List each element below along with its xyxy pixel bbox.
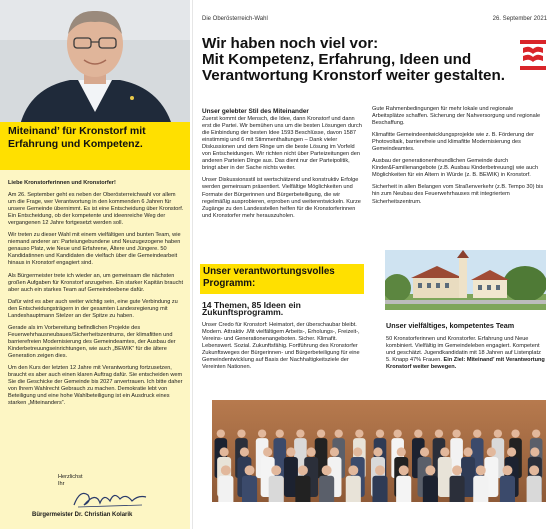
page-header: [202, 16, 547, 22]
person-head: [263, 447, 272, 456]
person-head: [373, 447, 382, 456]
mayor-portrait: [0, 0, 190, 125]
person-head: [440, 447, 449, 456]
letter-paragraph: Um den Kurs der letzten 12 Jahre mit Verantwortung fortzusetzen, braucht es aber auch einen klaren Auftrag dafür. Sie entscheiden wem Sie die Geschicke der Gemeinde bis 2027 anvertrauen. Ich bitte daher von Ihrem Wahlrecht Gebrauch zu machen. Demokratie lebt von Beteiligung und eine hohe Wahlbeteiligung ist ein Ausdruck eines starken „Miteinanders“.: [8, 365, 183, 407]
team-text: 50 Kronstorferinnen und Kronstorfer. Erfahrung und Neue kombiniert. Vielfältig im Gemeindeleben engagiert. Kompetent und geschätzt. Jugendkandidatin mit 18 Jahren auf Listenplatz 5. Knapp 47% Frauen.: [386, 336, 541, 364]
person-head: [296, 429, 304, 437]
signature-name: Bürgermeister Dr. Christian Kolarik: [32, 512, 133, 518]
person-head: [221, 465, 231, 475]
person-head: [494, 429, 502, 437]
program-box: [200, 264, 364, 294]
person-head: [240, 447, 249, 456]
section-paragraph: Gute Rahmenbedingungen für mehr lokale und regionale Arbeitsplätze schaffen. Sicherung der Nahversorgung und regionale Beschaffung.: [372, 106, 541, 127]
person-head: [245, 465, 255, 475]
person-body: [242, 476, 257, 502]
person-head: [476, 465, 486, 475]
person-head: [298, 465, 308, 475]
person-body: [372, 476, 387, 502]
person-body: [423, 476, 438, 502]
person-head: [487, 447, 496, 456]
town-image: [385, 250, 546, 310]
header-date: 26. September 2021: [492, 16, 547, 22]
person-body: [218, 476, 233, 502]
person-head: [335, 429, 343, 437]
person-head: [348, 465, 358, 475]
headline-line: Wir haben noch viel vor:: [202, 35, 379, 52]
person-head: [529, 465, 539, 475]
letter-greeting: Liebe Kronstorferinnen und Kronstorfer!: [8, 180, 116, 186]
person-head: [307, 447, 316, 456]
letter-paragraph: Gerade als im Vorbereitung befindlichen Projekte des Feuerwehrhausneubaues/Sicherheitszentrums, der klimafitten und barrierefreien Modernisierung des Gemeindeamtes, der Ausbau der Kinderbetreuungseinrichtungen, wie auch „BEWIK“ für die ältere Generation zeigen dies.: [8, 324, 176, 359]
person-head: [463, 447, 472, 456]
section-paragraph: Sicherheit in allen Belangen vom Straßenverkehr (z.B. Tempo 30) bis hin zum Neubau des Feuerwehrhauses mit integriertem Sicherheitszentrum.: [372, 184, 544, 205]
left-headline: Miteinand’ für Kronstorf mit Erfahrung und Kompetenz.: [8, 125, 146, 150]
person-head: [394, 429, 402, 437]
team-column: [386, 322, 546, 376]
section-paragraph: Unser Credo für Kronstorf: Heimatort, der überschaubar bleibt. Modern. Attraktiv .Mit vielfältigem Arbeits-, Erholungs-, Freizeit-, Vereins- und Generationenangeboten. Sicher. Klimafit. Lebenswert. Sozial. Zukunftsfähig. Fortführung des Kronstorfer Zukunftsweges der Bürgerinnen- und Bürgerbeteiligung für eine Gemeindentwicklung auf Basis der Nachhaltigkeitsziele der Vereinten Nationen.: [202, 322, 360, 371]
person-head: [397, 447, 406, 456]
person-head: [452, 465, 462, 475]
letter-closing: Herzlichst Ihr: [58, 474, 83, 487]
person-head: [286, 447, 295, 456]
person-head: [376, 429, 384, 437]
letter-paragraph: Am 26. September geht es neben der Oberösterreichwahl vor allem um die Frage, wer Verantwortung in den kommenden 6 Jahren für unsere Gemeinde übernimmt. Es ist eine Entscheidung über Kronstorf. Ein Entscheidung, ob der kompetente und ideenreiche Weg der vergangenen 12 Jahre fortgesetzt werden soll.: [8, 192, 184, 227]
person-head: [414, 429, 422, 437]
left-column: [0, 0, 190, 529]
person-head: [322, 465, 332, 475]
header-election: Die Oberösterreich-Wahl: [202, 16, 268, 22]
person-head: [452, 429, 460, 437]
person-head: [399, 465, 409, 475]
person-head: [532, 429, 540, 437]
portrait-image: [0, 0, 190, 125]
person-head: [217, 429, 225, 437]
person-head: [271, 465, 281, 475]
team-goal: Ein Ziel: Miteinand’ mit Verantwortung Kronstorf weiter bewegen.: [386, 357, 545, 371]
person-body: [295, 476, 310, 502]
column-divider: [192, 0, 193, 529]
person-head: [435, 429, 443, 437]
person-head: [530, 447, 539, 456]
person-head: [355, 429, 363, 437]
person-body: [319, 476, 334, 502]
person-head: [276, 429, 284, 437]
person-head: [317, 429, 325, 437]
team-subhead: Unser vielfältiges, kompetentes Team: [386, 321, 515, 330]
person-body: [269, 476, 284, 502]
person-body: [500, 476, 515, 502]
person-head: [353, 447, 362, 456]
person-body: [473, 476, 488, 502]
person-head: [237, 429, 245, 437]
person-head: [258, 429, 266, 437]
team-group-photo: [212, 400, 546, 502]
person-head: [507, 447, 516, 456]
section-paragraph: [386, 336, 546, 371]
headline-line: Mit Kompetenz, Erfahrung, Ideen und: [202, 51, 472, 69]
goals-column: [372, 106, 546, 211]
group-image: [212, 400, 546, 502]
handwritten-signature: [70, 485, 150, 511]
person-head: [420, 447, 429, 456]
program-column: [202, 302, 364, 376]
section-paragraph: Klimafitte Gemeindeentwicklungsprojekte wie z. B. Förderung der Photovoltaik, barrierefreie und klimafitte Modernisierung des Gemeindeamtes.: [372, 132, 534, 153]
person-head: [220, 447, 229, 456]
town-photo: [385, 250, 546, 310]
person-head: [502, 465, 512, 475]
letter-paragraph: Als Bürgermeister trete ich wieder an, um gemeinsam die nächsten großen Aufgaben für Kronstorf anzugehen. Ein starker Kapitän braucht aber auch ein starkes Team auf Gemeindeebene dafür.: [8, 272, 184, 293]
section-paragraph: Ausbau der generationenfreundlichen Gemeinde durch Kinder&Familienangebote (z.B. Ausbau Kinderbetreuung) wie auch Möglichkeiten für ein Altern in Würde (z. B. BEWIK) in Kronstorf.: [372, 158, 539, 179]
letter-paragraph: Dafür wird es aber auch weiter wichtig sein, eine gute Verbindung zu den Entscheidungsträgern in der gesamten Landesregierung mit Landeshauptmann Stelzer an der Spitze zu haben.: [8, 298, 178, 319]
person-head: [375, 465, 385, 475]
person-head: [425, 465, 435, 475]
main-headline: [202, 36, 542, 85]
person-body: [450, 476, 465, 502]
program-heading: Unser verantwortungsvolles Programm:: [203, 266, 335, 289]
letter-paragraph: Wir treten zu dieser Wahl mit einem vielfältigen und bunten Team, wie niemand anderer an: Parteiungebundene und Neuzugezogene haben genauso Platz, wie Neue und Erfahrene, Ältere und Jüngere. 50 Kandidatinnen und Kandidaten die vielfach über die Gemeindearbeit hinaus in Kronstorf engagiert sind.: [8, 232, 181, 267]
person-body: [346, 476, 361, 502]
style-column: [202, 108, 364, 225]
headline-line: Verantwortung Kronstorf weiter gestalten.: [202, 67, 505, 85]
program-subhead: 14 Themen, 85 Ideen ein Zukunftsprogramm.: [202, 300, 301, 318]
section-paragraph: Unser Diskussionsstil ist wertschätzend und konstruktiv Erfolge werden gemeinsam präsentiert. Vielfältige Möglichkeiten und Formate der Bürgerinnen und Bürgerbeteiligung, die wir regelmäßig ausprobieren, erproben und weiterentwickeln. Kurze Zugänge zu den Landesstellen helfen für die Kronstorferinnen und Kronstorfer mehr herauszuholen.: [202, 177, 361, 219]
section-paragraph: Zuerst kommt der Mensch, die Idee, dann Kronstorf und dann erst die Partei. Wir bemühen uns um die besten Lösungen durch die Einbindung der besten Idee 1593 Beschlüsse, davon 1587 einstimmig und 6 mit Stimmenthaltungen – Dank vieler Diskussionen und dem Ringe um die beste Lösung im Vorfeld von Entscheidungen. Wir richten nicht über Parteizeitungen den anderen Parteien Dinge aus. Das dient nur der Parteipolitik, bringt aber in der Sache nichts weiter.: [202, 116, 362, 172]
letter-body: [8, 180, 184, 412]
person-head: [511, 429, 519, 437]
left-headline-box: [0, 122, 190, 170]
person-body: [527, 476, 542, 502]
person-head: [330, 447, 339, 456]
person-body: [396, 476, 411, 502]
person-head: [473, 429, 481, 437]
section-subhead: Unser gelebter Stil des Miteinander: [202, 108, 309, 115]
